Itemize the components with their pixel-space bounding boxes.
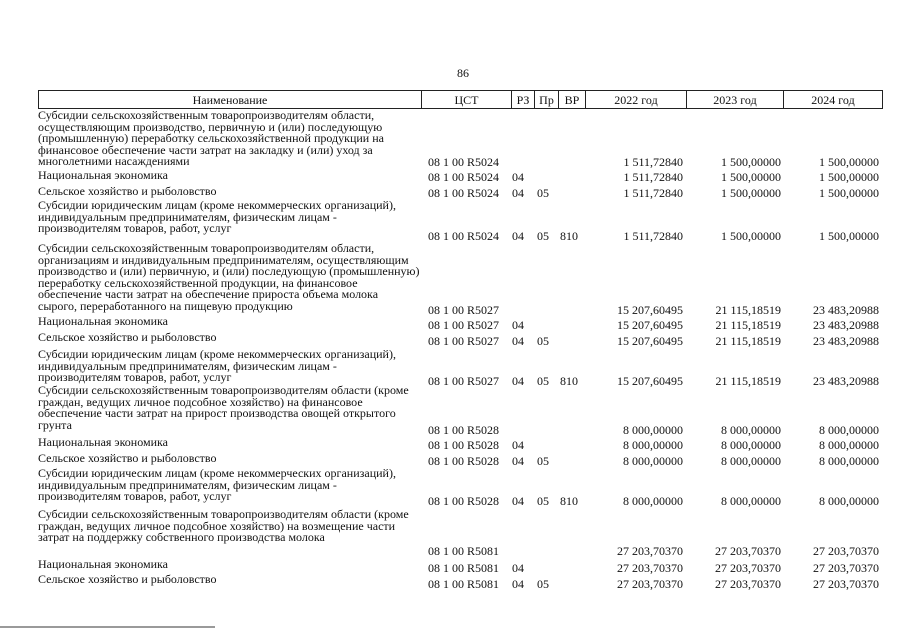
row-pr: 05 [537,186,549,200]
row-name: Сельское хозяйство и рыболовство [38,330,217,344]
row-cst: 08 1 00 R5027 [428,374,500,388]
row-cst: 08 1 00 R5028 [428,494,500,508]
row-cst: 08 1 00 R5028 [428,454,500,468]
row-y2023: 27 203,70370 [715,544,781,558]
row-y2023: 8 000,00000 [721,494,781,508]
row-y2024: 1 500,00000 [819,186,879,200]
row-pr: 05 [537,229,549,243]
row-name: Субсидии юридическим лицам (кроме некоммерческих организаций), индивидуальным предпринимателям, физическим лицам - производителям товаров, работ, услуг [38,466,396,503]
row-rz: 04 [512,318,524,332]
row-name: Субсидии юридическим лицам (кроме некоммерческих организаций), индивидуальным предпринимателям, физическим лицам - производителям товаров, работ, услуг [38,198,396,235]
header-name: Наименование [38,90,422,109]
row-y2023: 27 203,70370 [715,561,781,575]
row-y2022: 27 203,70370 [617,544,683,558]
row-cst: 08 1 00 R5024 [428,229,500,243]
row-y2022: 15 207,60495 [617,374,683,388]
row-rz: 04 [512,334,524,348]
row-y2023: 27 203,70370 [715,577,781,591]
header-cst: ЦСТ [421,90,512,109]
row-y2022: 8 000,00000 [623,438,683,452]
row-y2022: 1 511,72840 [623,155,683,169]
row-cst: 08 1 00 R5027 [428,303,500,317]
row-y2023: 1 500,00000 [721,170,781,184]
row-y2022: 1 511,72840 [623,229,683,243]
row-y2022: 8 000,00000 [623,423,683,437]
row-y2023: 8 000,00000 [721,454,781,468]
header-pr: Пр [534,90,559,109]
row-y2024: 1 500,00000 [819,229,879,243]
row-cst: 08 1 00 R5027 [428,318,500,332]
row-y2022: 1 511,72840 [623,186,683,200]
row-cst: 08 1 00 R5028 [428,423,500,437]
row-y2023: 8 000,00000 [721,438,781,452]
row-y2022: 15 207,60495 [617,334,683,348]
row-cst: 08 1 00 R5024 [428,170,500,184]
row-y2023: 21 115,18519 [715,374,781,388]
row-y2022: 15 207,60495 [617,303,683,317]
row-rz: 04 [512,454,524,468]
row-y2023: 1 500,00000 [721,155,781,169]
row-y2024: 23 483,20988 [813,334,879,348]
page-number: 86 [457,66,469,80]
row-y2022: 15 207,60495 [617,318,683,332]
row-cst: 08 1 00 R5081 [428,544,500,558]
row-pr: 05 [537,374,549,388]
row-name: Национальная экономика [38,314,168,328]
row-rz: 04 [512,494,524,508]
row-cst: 08 1 00 R5024 [428,155,500,169]
row-y2024: 27 203,70370 [813,577,879,591]
row-y2023: 1 500,00000 [721,229,781,243]
row-name: Сельское хозяйство и рыболовство [38,184,217,198]
row-vr: 810 [560,229,578,243]
row-y2022: 27 203,70370 [617,561,683,575]
row-pr: 05 [537,577,549,591]
row-cst: 08 1 00 R5024 [428,186,500,200]
row-rz: 04 [512,438,524,452]
row-rz: 04 [512,229,524,243]
row-y2023: 8 000,00000 [721,423,781,437]
row-pr: 05 [537,334,549,348]
row-y2024: 8 000,00000 [819,454,879,468]
header-vr: ВР [558,90,586,109]
row-name: Субсидии сельскохозяйственным товаропроизводителям области, организациям и индивидуальным предпринимателям, осуществляющим производство и (или) первичную, и (или) последующую (промышленную) переработку сельскохозяйственной продукции, на финансовое обеспечение части затрат на обеспечение прироста объема молока сырого, переработанного на пищевую продукцию [38,241,420,313]
row-y2023: 21 115,18519 [715,318,781,332]
row-y2022: 8 000,00000 [623,494,683,508]
row-y2022: 1 511,72840 [623,170,683,184]
row-name: Национальная экономика [38,168,168,182]
row-cst: 08 1 00 R5081 [428,561,500,575]
row-cst: 08 1 00 R5028 [428,438,500,452]
row-name: Национальная экономика [38,557,168,571]
header-2023: 2023 год [686,90,784,109]
row-y2024: 27 203,70370 [813,544,879,558]
row-name: Национальная экономика [38,435,168,449]
row-vr: 810 [560,374,578,388]
row-rz: 04 [512,186,524,200]
row-vr: 810 [560,494,578,508]
row-y2024: 23 483,20988 [813,318,879,332]
row-rz: 04 [512,577,524,591]
header-rz: РЗ [511,90,535,109]
row-y2024: 1 500,00000 [819,155,879,169]
page-bottom-rule [0,626,215,628]
row-name: Субсидии сельскохозяйственным товаропроизводителям области (кроме граждан, ведущих личное подсобное хозяйство) на финансовое обеспечение части затрат на прирост производства овощей открытого грунта [38,383,409,432]
row-y2023: 1 500,00000 [721,186,781,200]
header-2022: 2022 год [585,90,687,109]
row-cst: 08 1 00 R5081 [428,577,500,591]
row-pr: 05 [537,454,549,468]
row-name: Субсидии сельскохозяйственным товаропроизводителям области, осуществляющим производство, первичную и (или) последующую (промышленную) переработку сельскохозяйственной продукции на финансовое обеспечение части затрат на закладку и (или) уход за многолетними насаждениями [38,108,384,168]
row-name: Субсидии сельскохозяйственным товаропроизводителям области (кроме граждан, ведущих личное подсобное хозяйство) на возмещение части затрат на поддержку собственного производства молока [38,507,409,544]
row-y2023: 21 115,18519 [715,303,781,317]
row-rz: 04 [512,374,524,388]
row-y2024: 23 483,20988 [813,374,879,388]
row-name: Сельское хозяйство и рыболовство [38,451,217,465]
row-y2023: 21 115,18519 [715,334,781,348]
row-rz: 04 [512,561,524,575]
row-name: Сельское хозяйство и рыболовство [38,572,217,586]
row-y2024: 1 500,00000 [819,170,879,184]
header-2024: 2024 год [783,90,883,109]
row-y2022: 8 000,00000 [623,454,683,468]
row-y2024: 8 000,00000 [819,438,879,452]
row-y2024: 27 203,70370 [813,561,879,575]
row-y2024: 8 000,00000 [819,423,879,437]
row-y2024: 8 000,00000 [819,494,879,508]
row-y2024: 23 483,20988 [813,303,879,317]
row-y2022: 27 203,70370 [617,577,683,591]
row-cst: 08 1 00 R5027 [428,334,500,348]
row-name: Субсидии юридическим лицам (кроме некоммерческих организаций), индивидуальным предпринимателям, физическим лицам - производителям товаров, работ, услуг [38,347,396,384]
row-pr: 05 [537,494,549,508]
row-rz: 04 [512,170,524,184]
